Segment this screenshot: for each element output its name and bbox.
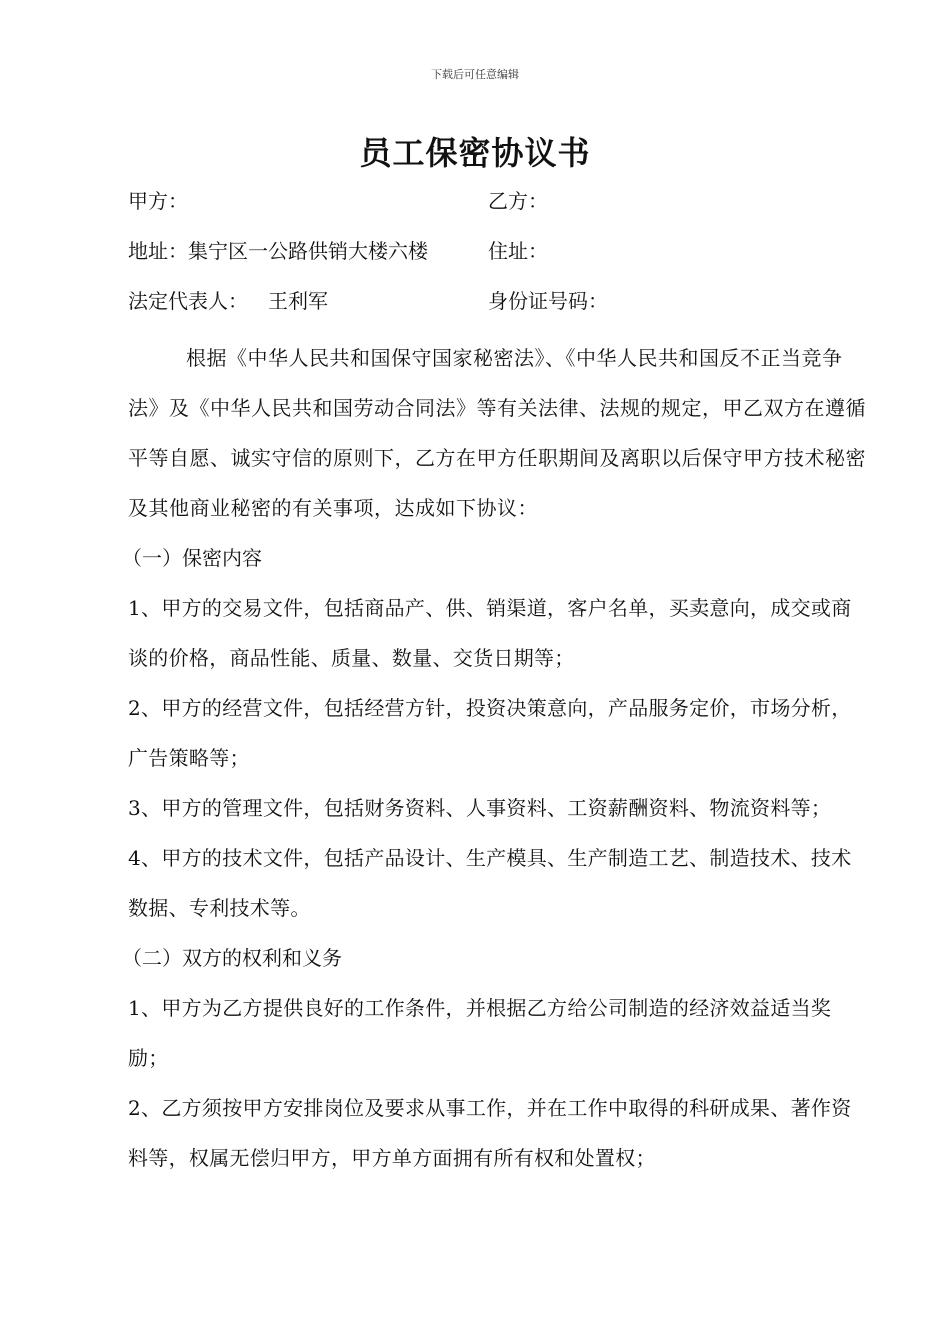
section-heading-confidential-content: （一）保密内容 [122, 546, 262, 570]
list-item: 2、甲方的经营文件，包括经营方针，投资决策意向，产品服务定价，市场分析，广告策略等； [128, 696, 852, 770]
section-heading-rights-obligations: （二）双方的权利和义务 [122, 946, 342, 970]
party-b-id-number: 身份证号码： [488, 289, 608, 313]
legal-rep-label: 法定代表人： [128, 289, 248, 313]
party-row-representative [128, 286, 868, 316]
party-b-address: 住址： [488, 239, 548, 263]
header-note: 下载后可任意编辑 [431, 68, 519, 81]
list-item: 3、甲方的管理文件，包括财务资料、人事资料、工资薪酬资料、物流资料等； [128, 796, 832, 820]
list-item: 1、甲方的交易文件，包括商品产、供、销渠道，客户名单，买卖意向，成交或商谈的价格，商品性能、质量、数量、交货日期等； [128, 596, 852, 670]
list-item: 4、甲方的技术文件，包括产品设计、生产模具、生产制造工艺、制造技术、技术数据、专利技术等。 [128, 846, 852, 920]
party-a-address: 地址：集宁区一公路供销大楼六楼 [128, 239, 428, 263]
party-b-label: 乙方： [488, 189, 548, 213]
party-a-legal-rep [128, 286, 328, 316]
party-a-label: 甲方： [128, 189, 188, 213]
list-item: 1、甲方为乙方提供良好的工作条件，并根据乙方给公司制造的经济效益适当奖励； [128, 996, 832, 1070]
party-row-names [128, 186, 868, 216]
preamble-paragraph: 根据《中华人民共和国保守国家秘密法》、《中华人民共和国反不正当竞争法》及《中华人民共和国劳动合同法》等有关法律、法规的规定，甲乙双方在遵循平等自愿、诚实守信的原则下，乙方在甲方任职期间及离职以后保守甲方技术秘密及其他商业秘密的有关事项，达成如下协议： [128, 346, 866, 520]
list-item: 2、乙方须按甲方安排岗位及要求从事工作，并在工作中取得的科研成果、著作资料等，权属无偿归甲方，甲方单方面拥有所有权和处置权； [128, 1096, 852, 1170]
party-row-address [128, 236, 868, 266]
agreement-body [122, 333, 868, 1183]
legal-rep-name: 王利军 [268, 289, 328, 313]
document-title: 员工保密协议书 [359, 134, 591, 172]
